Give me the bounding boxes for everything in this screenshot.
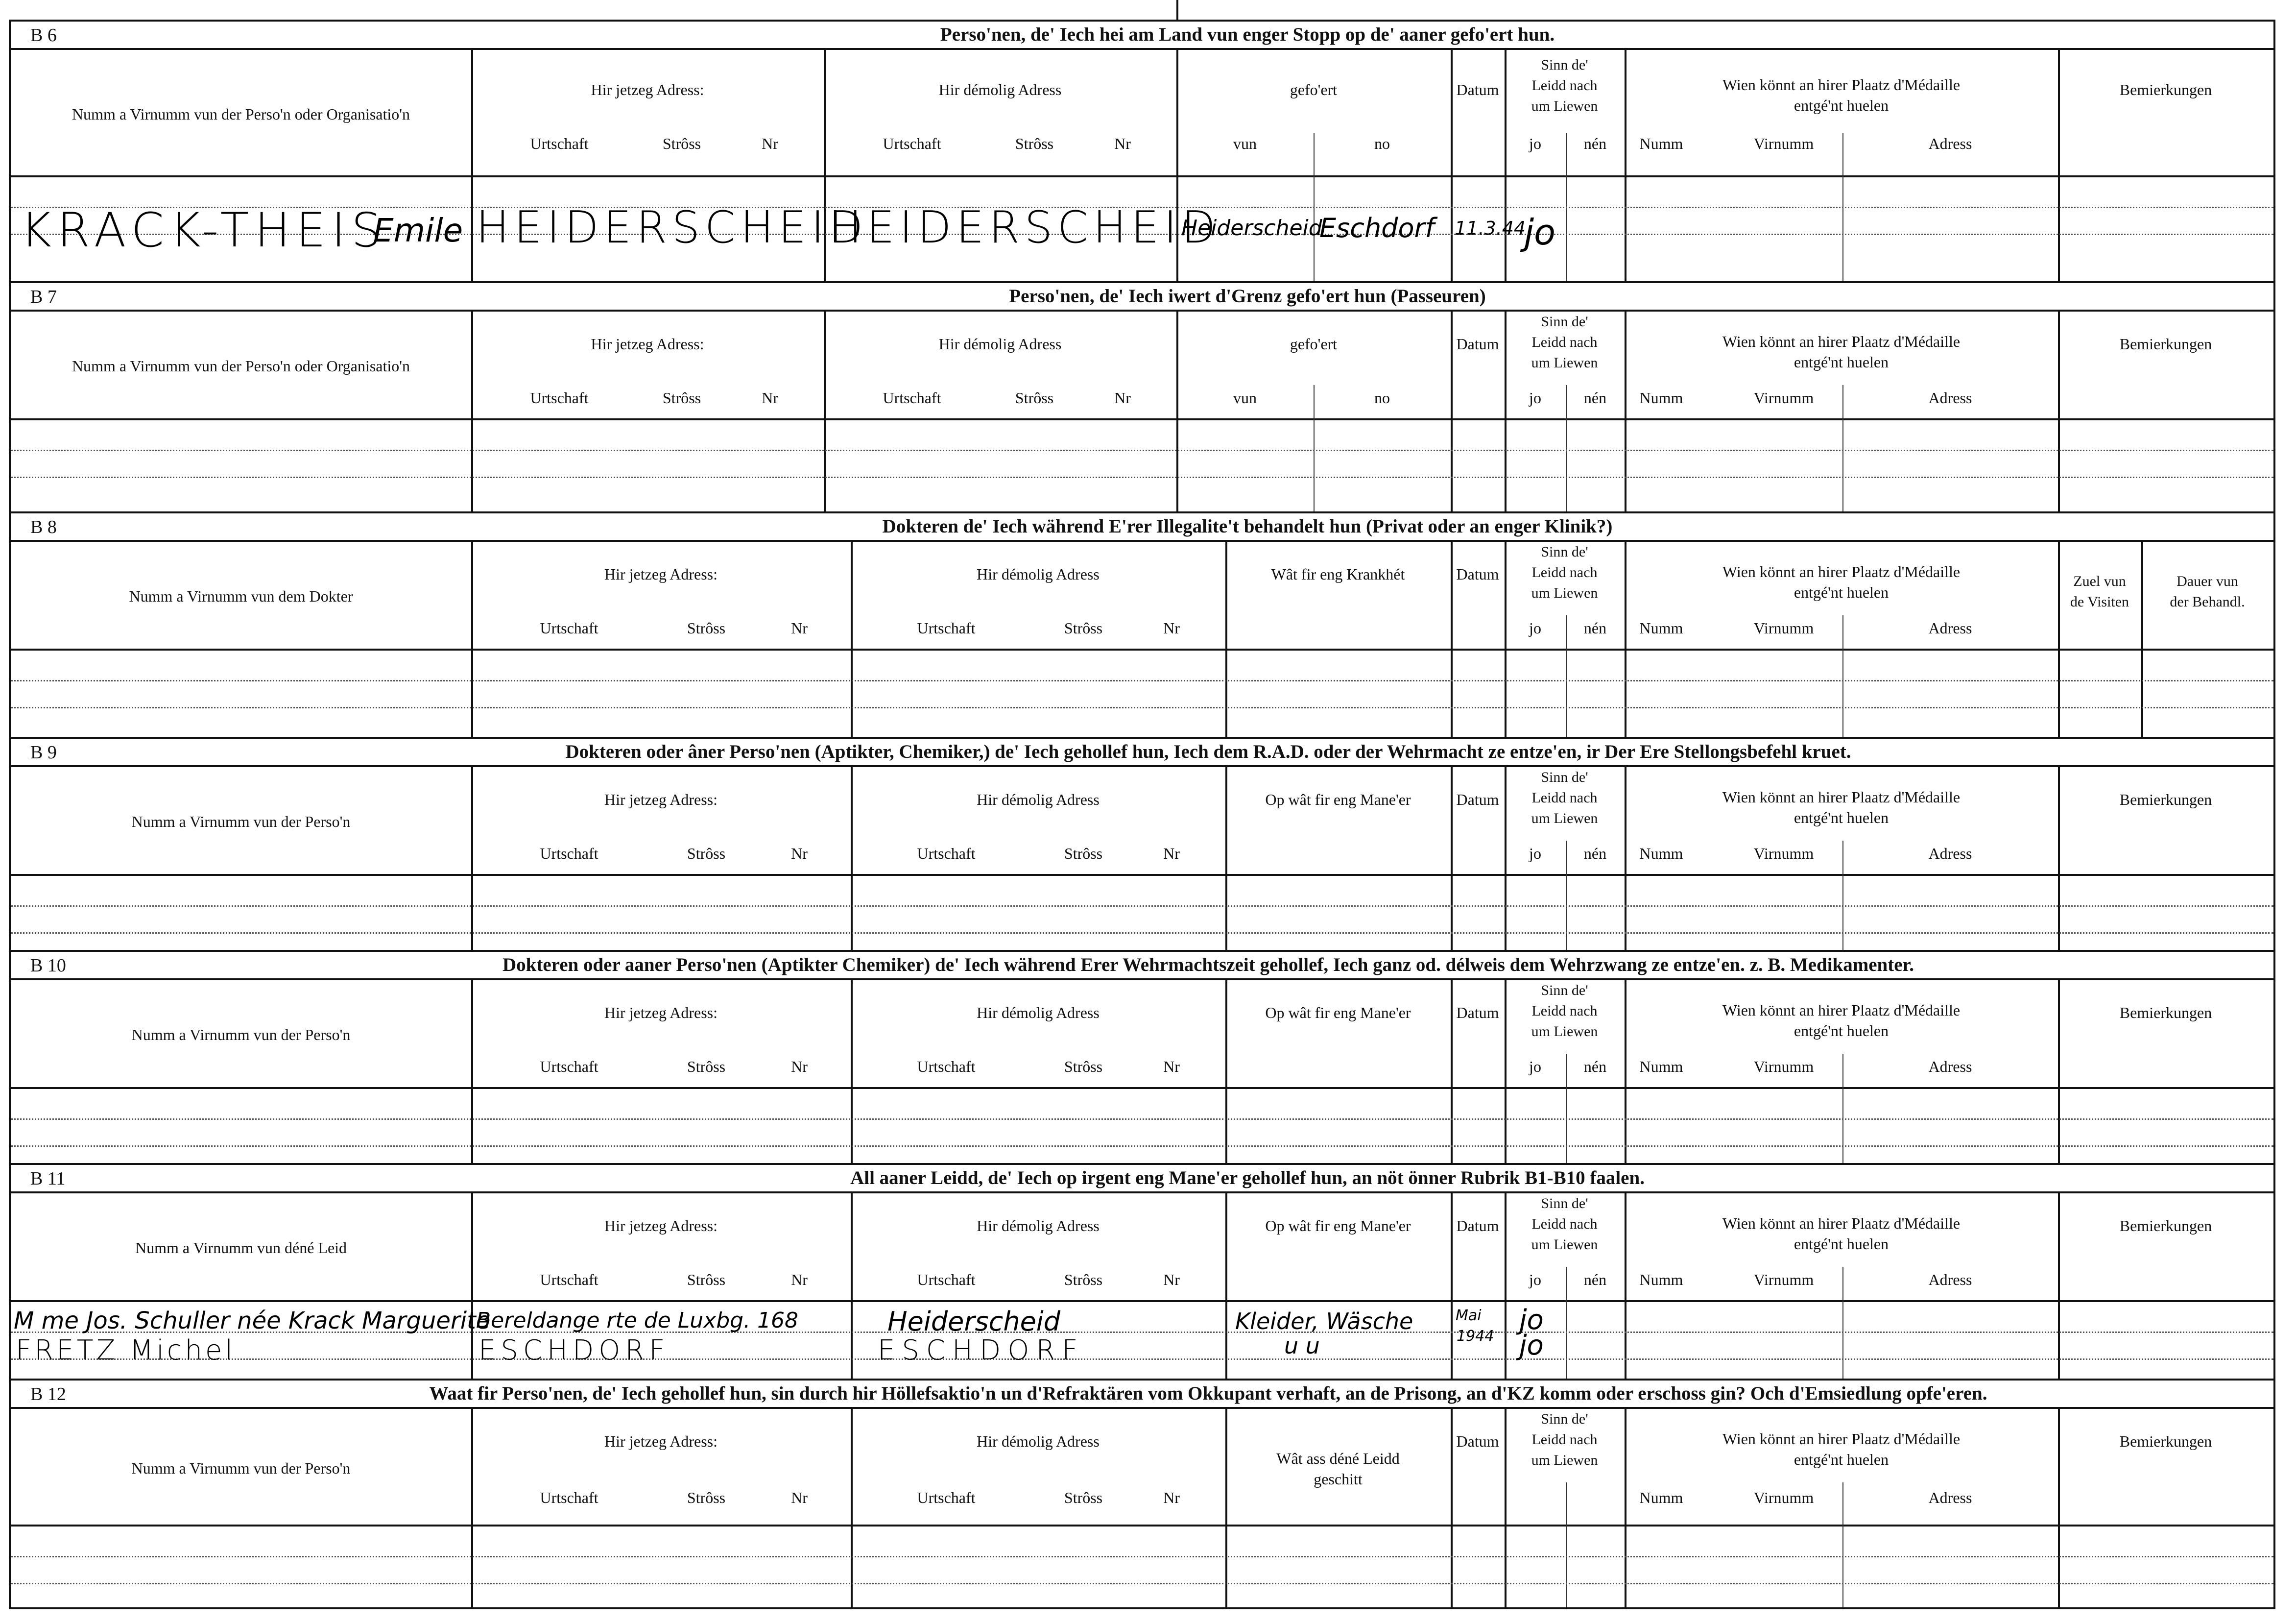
col-alive-2: Leidd nach	[1531, 77, 1598, 94]
col-maneer: Op wât fir eng Mane'er	[1265, 1217, 1411, 1235]
col-alive-2: Leidd nach	[1531, 1431, 1598, 1448]
col-urtschaft: Urtschaft	[530, 389, 589, 407]
section-b9	[11, 737, 2273, 950]
section-code: B 7	[30, 287, 57, 307]
col-medal-2: entgé'nt huelen	[1794, 1235, 1889, 1253]
hw-date: 11.3.44	[1455, 218, 1526, 239]
col-adress: Adress	[1928, 845, 1972, 862]
col-nr: Nr	[791, 619, 808, 637]
col-medal-2: entgé'nt huelen	[1794, 1022, 1889, 1040]
col-stross: Strôss	[687, 845, 726, 862]
col-stross: Strôss	[662, 389, 701, 407]
col-virnumm: Virnumm	[1753, 1271, 1814, 1288]
col-numm: Numm	[1639, 1058, 1683, 1075]
col-bemierkungen: Bemierkungen	[2119, 335, 2212, 353]
col-alive-2: Leidd nach	[1531, 1216, 1598, 1232]
col-medal: Wien könnt an hirer Plaatz d'Médaille	[1722, 76, 1961, 94]
col-nr: Nr	[1163, 1058, 1180, 1075]
hw-alive-1: jo	[1519, 1304, 1544, 1336]
col-urtschaft: Urtschaft	[917, 1489, 976, 1506]
col-jo: jo	[1529, 1271, 1541, 1288]
col-medal-2: entgé'nt huelen	[1794, 97, 1889, 114]
col-former-address: Hir démolig Adress	[977, 1004, 1100, 1021]
col-nr: Nr	[1163, 1271, 1180, 1288]
section-b10	[11, 950, 2273, 1163]
col-medal: Wien könnt an hirer Plaatz d'Médaille	[1722, 1430, 1961, 1448]
col-bemierkungen: Bemierkungen	[2119, 791, 2212, 808]
col-medal-2: entgé'nt huelen	[1794, 1451, 1889, 1468]
section-header	[11, 739, 2273, 767]
section-title: Dokteren de' Iech während E'rer Illegalite't behandelt hun (Privat oder an enger Klinik?)	[882, 516, 1613, 537]
col-datum: Datum	[1456, 791, 1499, 808]
col-virnumm: Virnumm	[1753, 135, 1814, 152]
col-leidd-geschitt-2: geschitt	[1314, 1470, 1363, 1488]
form-sheet	[9, 20, 2275, 1609]
col-jo: jo	[1529, 135, 1541, 152]
col-nr: Nr	[791, 1271, 808, 1288]
col-stross: Strôss	[1015, 389, 1054, 407]
col-stross: Strôss	[1064, 619, 1103, 637]
col-nr: Nr	[1163, 619, 1180, 637]
col-bemierkungen: Bemierkungen	[2119, 1217, 2212, 1235]
col-nr: Nr	[762, 389, 778, 407]
col-gefoert: gefo'ert	[1290, 81, 1338, 98]
col-nen: nén	[1583, 389, 1607, 407]
col-numm: Numm	[1639, 135, 1683, 152]
column-header	[11, 312, 2273, 420]
col-zuel-2: de Visiten	[2070, 594, 2129, 610]
col-name: Numm a Virnumm vun der Perso'n	[131, 813, 351, 830]
col-urtschaft: Urtschaft	[883, 135, 941, 152]
col-jo: jo	[1529, 389, 1541, 407]
entry-rows	[11, 420, 2273, 513]
section-header	[11, 952, 2273, 980]
col-nr: Nr	[1114, 135, 1131, 152]
hw-current: HEIDERSCHEID	[476, 202, 868, 253]
col-name: Numm a Virnumm vun der Perso'n	[131, 1459, 351, 1477]
col-former-address: Hir démolig Adress	[977, 791, 1100, 808]
col-stross: Strôss	[687, 1489, 726, 1506]
col-adress: Adress	[1928, 1058, 1972, 1075]
col-leidd-geschitt: Wât ass déné Leidd	[1276, 1450, 1400, 1467]
hw-from: Heiderscheid	[1181, 216, 1322, 241]
col-vun: vun	[1233, 135, 1257, 152]
col-nr: Nr	[791, 1489, 808, 1506]
hw-how-2: u u	[1284, 1332, 1320, 1359]
col-virnumm: Virnumm	[1753, 845, 1814, 862]
hw-date-month: Mai	[1456, 1307, 1482, 1324]
col-current-address: Hir jetzeg Adress:	[604, 1432, 718, 1450]
section-title: Dokteren oder âner Perso'nen (Aptikter, Chemiker,) de' Iech gehollef hun, Iech dem R.A.D. oder der Wehrmacht ze entze'en, ir Der Ere Stellongsbefehl kruet.	[565, 741, 1851, 762]
col-nr: Nr	[791, 1058, 808, 1075]
section-code: B 10	[30, 955, 66, 976]
col-current-address: Hir jetzeg Adress:	[604, 565, 718, 583]
section-title: Dokteren oder aaner Perso'nen (Aptikter Chemiker) de' Iech während Erer Wehrmachtszeit gehollef, Iech ganz od. délweis dem Wehrzwang ze entze'en. z. B. Medikamenter.	[502, 954, 1914, 975]
col-adress: Adress	[1928, 1271, 1972, 1288]
col-former-address: Hir démolig Adress	[977, 1432, 1100, 1450]
col-no: no	[1374, 135, 1390, 152]
section-code: B 8	[30, 517, 57, 537]
col-datum: Datum	[1456, 1004, 1499, 1021]
col-name: Numm a Virnumm vun der Perso'n oder Organisatio'n	[72, 105, 410, 123]
section-title: All aaner Leidd, de' Iech op irgent eng Mane'er gehollef hun, an nöt önner Rubrik B1-B10 faalen.	[850, 1167, 1645, 1188]
col-alive-3: um Liewen	[1531, 585, 1598, 601]
section-code: B 9	[30, 742, 57, 763]
col-current-address: Hir jetzeg Adress:	[604, 1217, 718, 1235]
col-alive: Sinn de'	[1541, 1195, 1588, 1211]
col-alive-2: Leidd nach	[1531, 790, 1598, 806]
hw-firstname: Emile	[373, 212, 463, 249]
col-stross: Strôss	[1064, 1271, 1103, 1288]
entry-rows	[11, 177, 2273, 281]
col-former-address: Hir démolig Adress	[938, 81, 1062, 98]
col-medal: Wien könnt an hirer Plaatz d'Médaille	[1722, 1214, 1961, 1232]
col-nen: nén	[1583, 1058, 1607, 1075]
col-alive-3: um Liewen	[1531, 98, 1598, 114]
entry-rows	[11, 876, 2273, 952]
col-former-address: Hir démolig Adress	[977, 565, 1100, 583]
section-header	[11, 513, 2273, 542]
col-datum: Datum	[1456, 1432, 1499, 1450]
entry-rows	[11, 651, 2273, 739]
col-stross: Strôss	[687, 1271, 726, 1288]
col-urtschaft: Urtschaft	[540, 1271, 598, 1288]
col-numm: Numm	[1639, 389, 1683, 407]
col-numm: Numm	[1639, 619, 1683, 637]
col-vun: vun	[1233, 389, 1257, 407]
col-alive: Sinn de'	[1541, 57, 1588, 73]
section-title: Perso'nen, de' Iech hei am Land vun enger Stopp op de' aaner gefo'ert hun.	[940, 24, 1555, 45]
col-maneer: Op wât fir eng Mane'er	[1265, 791, 1411, 808]
entry-rows	[11, 1302, 2273, 1381]
col-medal: Wien könnt an hirer Plaatz d'Médaille	[1722, 1001, 1961, 1019]
col-alive-3: um Liewen	[1531, 355, 1598, 371]
hw-alive-2: jo	[1519, 1330, 1544, 1361]
col-current-address: Hir jetzeg Adress:	[604, 1004, 718, 1021]
col-name: Numm a Virnumm vun dem Dokter	[129, 587, 353, 605]
col-nen: nén	[1583, 845, 1607, 862]
col-gefoert: gefo'ert	[1290, 335, 1338, 353]
top-marker	[1176, 0, 1178, 21]
col-adress: Adress	[1928, 619, 1972, 637]
col-datum: Datum	[1456, 1217, 1499, 1235]
col-stross: Strôss	[1015, 135, 1054, 152]
hw-name-1: M me Jos. Schuller née Krack Marguerite	[14, 1307, 491, 1334]
col-urtschaft: Urtschaft	[917, 619, 976, 637]
col-alive: Sinn de'	[1541, 769, 1588, 785]
hw-former-2: ESCHDORF	[878, 1334, 1085, 1366]
col-nr: Nr	[1114, 389, 1131, 407]
col-dauer-2: der Behandl.	[2170, 594, 2245, 610]
col-stross: Strôss	[662, 135, 701, 152]
col-current-address: Hir jetzeg Adress:	[591, 81, 704, 98]
hw-former: HEIDERSCHEID	[829, 202, 1221, 253]
section-b12	[11, 1379, 2273, 1607]
col-datum: Datum	[1456, 335, 1499, 353]
section-header	[11, 1165, 2273, 1193]
hw-name-2: FRETZ Michel	[16, 1334, 236, 1366]
col-current-address: Hir jetzeg Adress:	[604, 791, 718, 808]
col-alive-3: um Liewen	[1531, 810, 1598, 826]
col-medal: Wien könnt an hirer Plaatz d'Médaille	[1722, 333, 1961, 350]
col-stross: Strôss	[687, 1058, 726, 1075]
col-medal-2: entgé'nt huelen	[1794, 353, 1889, 371]
col-stross: Strôss	[687, 619, 726, 637]
section-title: Waat fir Perso'nen, de' Iech gehollef hun, sin durch hir Höllefsaktio'n un d'Refraktären vom Okkupant verhaft, an de Prisong, an d'KZ komm oder erschoss gin? Och d'Emsiedlung opfe'eren.	[429, 1383, 1987, 1404]
section-code: B 11	[30, 1168, 66, 1189]
col-medal: Wien könnt an hirer Plaatz d'Médaille	[1722, 788, 1961, 806]
hw-current-1: Bereldange rte de Luxbg. 168	[476, 1308, 799, 1333]
col-name: Numm a Virnumm vun der Perso'n	[131, 1026, 351, 1043]
col-adress: Adress	[1928, 389, 1972, 407]
col-urtschaft: Urtschaft	[917, 1271, 976, 1288]
col-nr: Nr	[1163, 845, 1180, 862]
section-b8	[11, 511, 2273, 737]
col-jo: jo	[1529, 845, 1541, 862]
col-jo: jo	[1529, 1058, 1541, 1075]
column-header	[11, 50, 2273, 177]
column-header	[11, 767, 2273, 876]
col-nen: nén	[1583, 1271, 1607, 1288]
column-header	[11, 1409, 2273, 1526]
col-bemierkungen: Bemierkungen	[2119, 1004, 2212, 1021]
col-jo: jo	[1529, 619, 1541, 637]
section-header	[11, 1381, 2273, 1409]
column-header	[11, 542, 2273, 651]
col-nen: nén	[1583, 135, 1607, 152]
col-former-address: Hir démolig Adress	[977, 1217, 1100, 1235]
col-nr: Nr	[1163, 1489, 1180, 1506]
col-urtschaft: Urtschaft	[917, 845, 976, 862]
col-alive-3: um Liewen	[1531, 1452, 1598, 1468]
col-zuel: Zuel vun	[2073, 573, 2126, 589]
col-medal-2: entgé'nt huelen	[1794, 583, 1889, 601]
section-header	[11, 22, 2273, 50]
hw-date-year: 1944	[1457, 1328, 1494, 1345]
col-urtschaft: Urtschaft	[540, 1489, 598, 1506]
col-urtschaft: Urtschaft	[540, 619, 598, 637]
col-alive-3: um Liewen	[1531, 1023, 1598, 1040]
col-urtschaft: Urtschaft	[883, 389, 941, 407]
hw-former-1: Heiderscheid	[887, 1306, 1061, 1337]
section-b7	[11, 281, 2273, 511]
col-urtschaft: Urtschaft	[540, 845, 598, 862]
col-nen: nén	[1583, 619, 1607, 637]
col-alive-2: Leidd nach	[1531, 334, 1598, 350]
column-header	[11, 980, 2273, 1089]
col-current-address: Hir jetzeg Adress:	[591, 335, 704, 353]
col-nr: Nr	[791, 845, 808, 862]
col-urtschaft: Urtschaft	[917, 1058, 976, 1075]
col-no: no	[1374, 389, 1390, 407]
col-alive-3: um Liewen	[1531, 1236, 1598, 1253]
section-code: B 6	[30, 25, 57, 46]
col-urtschaft: Urtschaft	[530, 135, 589, 152]
col-adress: Adress	[1928, 1489, 1972, 1506]
hw-to: Eschdorf	[1319, 213, 1435, 243]
col-former-address: Hir démolig Adress	[938, 335, 1062, 353]
col-bemierkungen: Bemierkungen	[2119, 1432, 2212, 1450]
col-dauer: Dauer vun	[2176, 573, 2238, 589]
hw-alive: jo	[1524, 212, 1556, 253]
entry-rows	[11, 1089, 2273, 1165]
col-krankheet: Wât fir eng Krankhét	[1271, 565, 1405, 583]
hw-name: KRACK-THEIS	[21, 203, 387, 258]
col-virnumm: Virnumm	[1753, 389, 1814, 407]
col-virnumm: Virnumm	[1753, 1058, 1814, 1075]
col-bemierkungen: Bemierkungen	[2119, 81, 2212, 98]
col-medal: Wien könnt an hirer Plaatz d'Médaille	[1722, 563, 1961, 581]
col-name: Numm a Virnumm vun der Perso'n oder Organisatio'n	[72, 357, 410, 375]
hw-current-2: ESCHDORF	[478, 1334, 670, 1366]
col-datum: Datum	[1456, 565, 1499, 583]
col-alive: Sinn de'	[1541, 544, 1588, 560]
col-alive: Sinn de'	[1541, 314, 1588, 330]
col-datum: Datum	[1456, 81, 1499, 98]
col-urtschaft: Urtschaft	[540, 1058, 598, 1075]
section-header	[11, 283, 2273, 312]
col-medal-2: entgé'nt huelen	[1794, 809, 1889, 826]
col-numm: Numm	[1639, 845, 1683, 862]
col-maneer: Op wât fir eng Mane'er	[1265, 1004, 1411, 1021]
col-virnumm: Virnumm	[1753, 619, 1814, 637]
col-stross: Strôss	[1064, 1058, 1103, 1075]
col-numm: Numm	[1639, 1489, 1683, 1506]
col-stross: Strôss	[1064, 1489, 1103, 1506]
section-code: B 12	[30, 1384, 66, 1405]
col-name: Numm a Virnumm vun déné Leid	[135, 1239, 347, 1257]
col-stross: Strôss	[1064, 845, 1103, 862]
column-header	[11, 1193, 2273, 1302]
col-numm: Numm	[1639, 1271, 1683, 1288]
col-alive-2: Leidd nach	[1531, 564, 1598, 581]
section-b6	[11, 22, 2273, 281]
col-virnumm: Virnumm	[1753, 1489, 1814, 1506]
col-adress: Adress	[1928, 135, 1972, 152]
section-b11	[11, 1163, 2273, 1379]
entry-rows	[11, 1526, 2273, 1607]
section-title: Perso'nen, de' Iech iwert d'Grenz gefo'ert hun (Passeuren)	[1009, 286, 1486, 307]
col-alive-2: Leidd nach	[1531, 1003, 1598, 1019]
hw-how-1: Kleider, Wäsche	[1235, 1308, 1413, 1334]
col-nr: Nr	[762, 135, 778, 152]
col-alive: Sinn de'	[1541, 1411, 1588, 1427]
col-alive: Sinn de'	[1541, 982, 1588, 998]
